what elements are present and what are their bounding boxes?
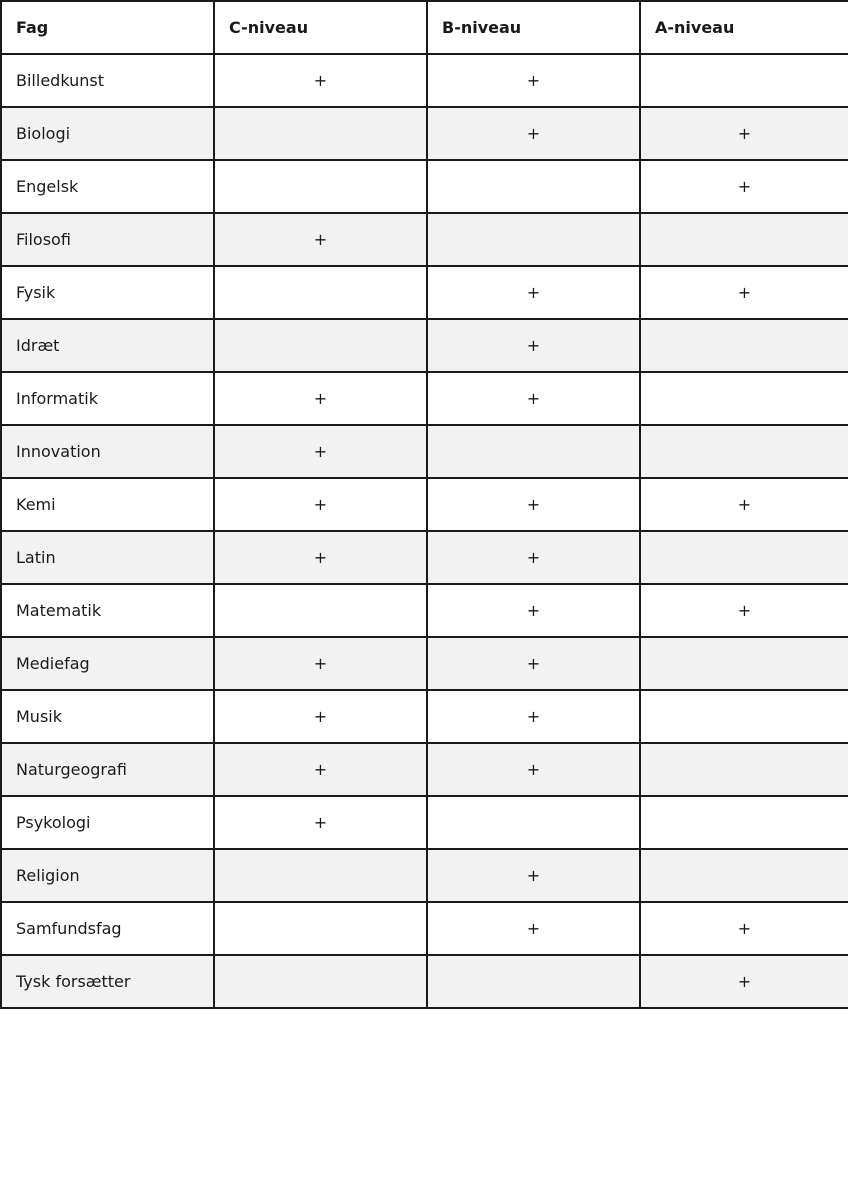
a-level-cell [640,213,848,266]
a-level-cell [640,425,848,478]
c-level-cell: + [214,478,427,531]
subject-cell: Idræt [1,319,214,372]
b-level-cell: + [427,902,640,955]
table-row [1,319,848,372]
subject-cell: Religion [1,849,214,902]
table-row [1,107,848,160]
table-row [1,637,848,690]
c-level-cell [214,107,427,160]
c-level-cell: + [214,796,427,849]
subject-cell: Informatik [1,372,214,425]
b-level-cell: + [427,690,640,743]
c-level-cell: + [214,531,427,584]
table-row [1,54,848,107]
header-a-niveau: A-niveau [640,1,848,54]
b-level-cell: + [427,266,640,319]
a-level-cell [640,319,848,372]
table-row [1,902,848,955]
b-level-cell [427,425,640,478]
c-level-cell [214,902,427,955]
a-level-cell [640,637,848,690]
table-row [1,478,848,531]
b-level-cell: + [427,743,640,796]
subject-cell: Musik [1,690,214,743]
header-b-niveau: B-niveau [427,1,640,54]
a-level-cell: + [640,584,848,637]
b-level-cell: + [427,372,640,425]
c-level-cell [214,955,427,1008]
table-row [1,266,848,319]
b-level-cell: + [427,584,640,637]
subject-cell: Naturgeografi [1,743,214,796]
c-level-cell: + [214,54,427,107]
b-level-cell [427,213,640,266]
subject-cell: Tysk forsætter [1,955,214,1008]
header-c-niveau: C-niveau [214,1,427,54]
table-row [1,743,848,796]
a-level-cell [640,372,848,425]
c-level-cell: + [214,213,427,266]
c-level-cell [214,160,427,213]
table-header-row [1,1,848,54]
a-level-cell [640,796,848,849]
header-fag: Fag [1,1,214,54]
b-level-cell [427,160,640,213]
a-level-cell [640,54,848,107]
c-level-cell [214,319,427,372]
b-level-cell: + [427,478,640,531]
subject-cell: Fysik [1,266,214,319]
table-row [1,796,848,849]
a-level-cell [640,690,848,743]
subject-cell: Engelsk [1,160,214,213]
table-row [1,584,848,637]
a-level-cell: + [640,266,848,319]
table-row [1,372,848,425]
c-level-cell: + [214,743,427,796]
subject-cell: Samfundsfag [1,902,214,955]
a-level-cell [640,849,848,902]
subject-cell: Mediefag [1,637,214,690]
table-row [1,690,848,743]
c-level-cell: + [214,372,427,425]
b-level-cell [427,955,640,1008]
subject-cell: Innovation [1,425,214,478]
c-level-cell [214,849,427,902]
c-level-cell [214,266,427,319]
subject-cell: Latin [1,531,214,584]
table-row [1,955,848,1008]
a-level-cell: + [640,107,848,160]
table-row [1,160,848,213]
table-row [1,213,848,266]
b-level-cell: + [427,531,640,584]
c-level-cell: + [214,637,427,690]
b-level-cell [427,796,640,849]
b-level-cell: + [427,54,640,107]
table-row [1,849,848,902]
c-level-cell: + [214,425,427,478]
table-row [1,425,848,478]
b-level-cell: + [427,107,640,160]
subject-cell: Matematik [1,584,214,637]
table-body [1,54,848,1008]
a-level-cell: + [640,955,848,1008]
a-level-cell: + [640,902,848,955]
subject-cell: Kemi [1,478,214,531]
c-level-cell [214,584,427,637]
a-level-cell: + [640,478,848,531]
a-level-cell: + [640,160,848,213]
subject-cell: Biologi [1,107,214,160]
b-level-cell: + [427,637,640,690]
a-level-cell [640,531,848,584]
table-row [1,531,848,584]
a-level-cell [640,743,848,796]
subject-cell: Filosofi [1,213,214,266]
b-level-cell: + [427,849,640,902]
b-level-cell: + [427,319,640,372]
c-level-cell: + [214,690,427,743]
subject-cell: Billedkunst [1,54,214,107]
subject-cell: Psykologi [1,796,214,849]
